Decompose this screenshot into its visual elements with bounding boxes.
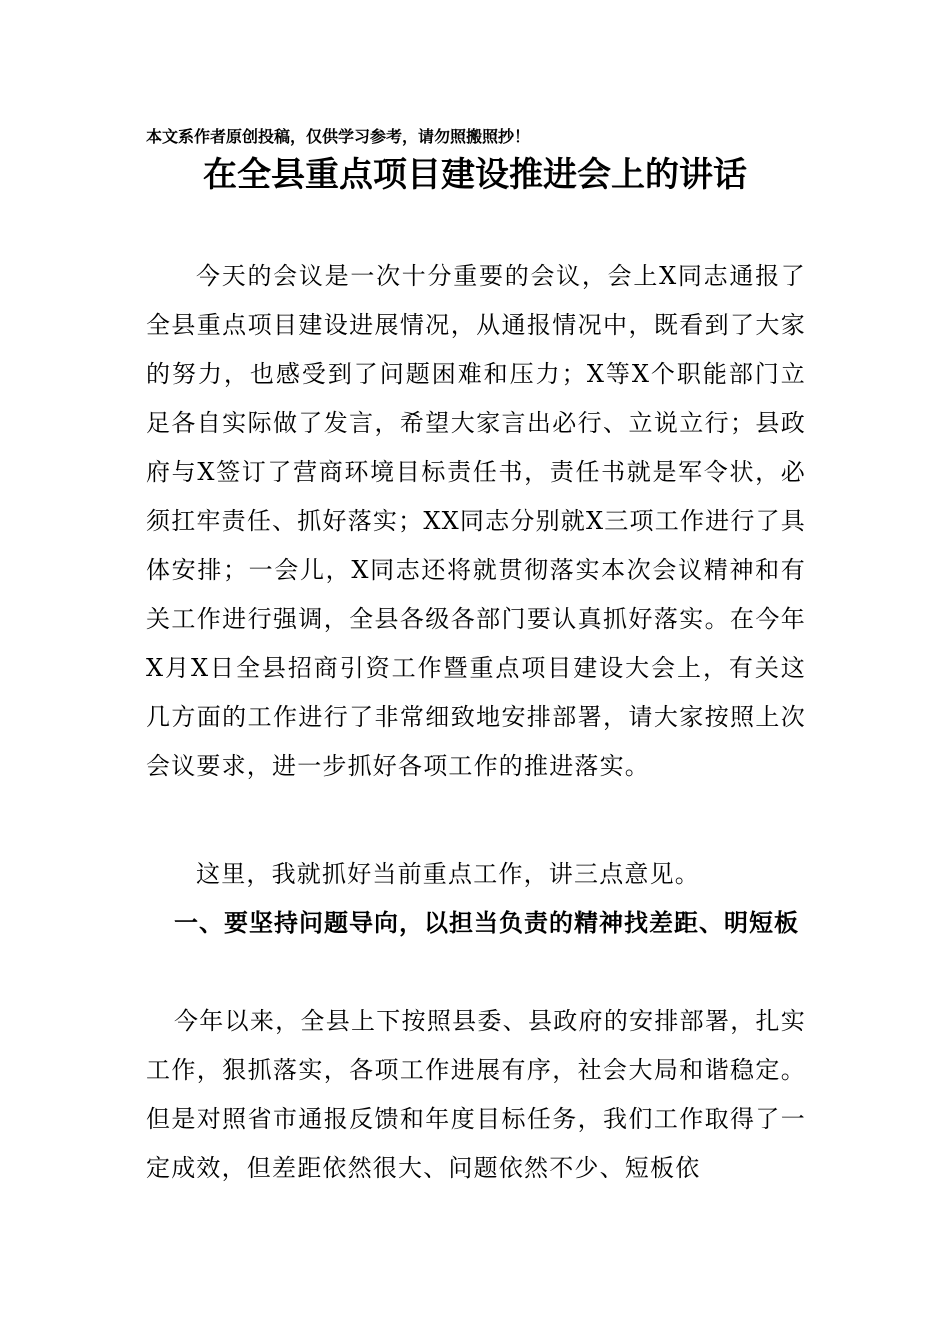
section-paragraph: 今年以来，全县上下按照县委、县政府的安排部署，扎实工作，狠抓落实，各项工作进展有序，社会大局和谐稳定。但是对照省市通报反馈和年度目标任务，我们工作取得了一定成效，但差距依然很大、问题依然不少、短板依	[146, 1007, 806, 1182]
document-title: 在全县重点项目建设推进会上的讲话	[203, 155, 747, 195]
section-heading: 一、要坚持问题导向，以担当负责的精神找差距、明短板	[174, 909, 799, 937]
paragraph-opening: 今天的会议是一次十分重要的会议，会上X同志通报了全县重点项目建设进展情况，从通报情况中，既看到了大家的努力，也感受到了问题困难和压力；X等X个职能部门立足各自实际做了发言，希望大家言出必行、立说立行；县政府与X签订了营商环境目标责任书，责任书就是军令状，必须扛牢责任、抓好落实；XX同志分别就X三项工作进行了具体安排；一会儿，X同志还将就贯彻落实本次会议精神和有关工作进行强调，全县各级各部门要认真抓好落实。在今年X月X日全县招商引资工作暨重点项目建设大会上，有关这几方面的工作进行了非常细致地安排部署，请大家按照上次会议要求，进一步抓好各项工作的推进落实。	[146, 262, 806, 780]
paragraph-transition: 这里，我就抓好当前重点工作，讲三点意见。	[196, 860, 700, 888]
copyright-notice: 本文系作者原创投稿，仅供学习参考，请勿照搬照抄！	[146, 127, 531, 146]
